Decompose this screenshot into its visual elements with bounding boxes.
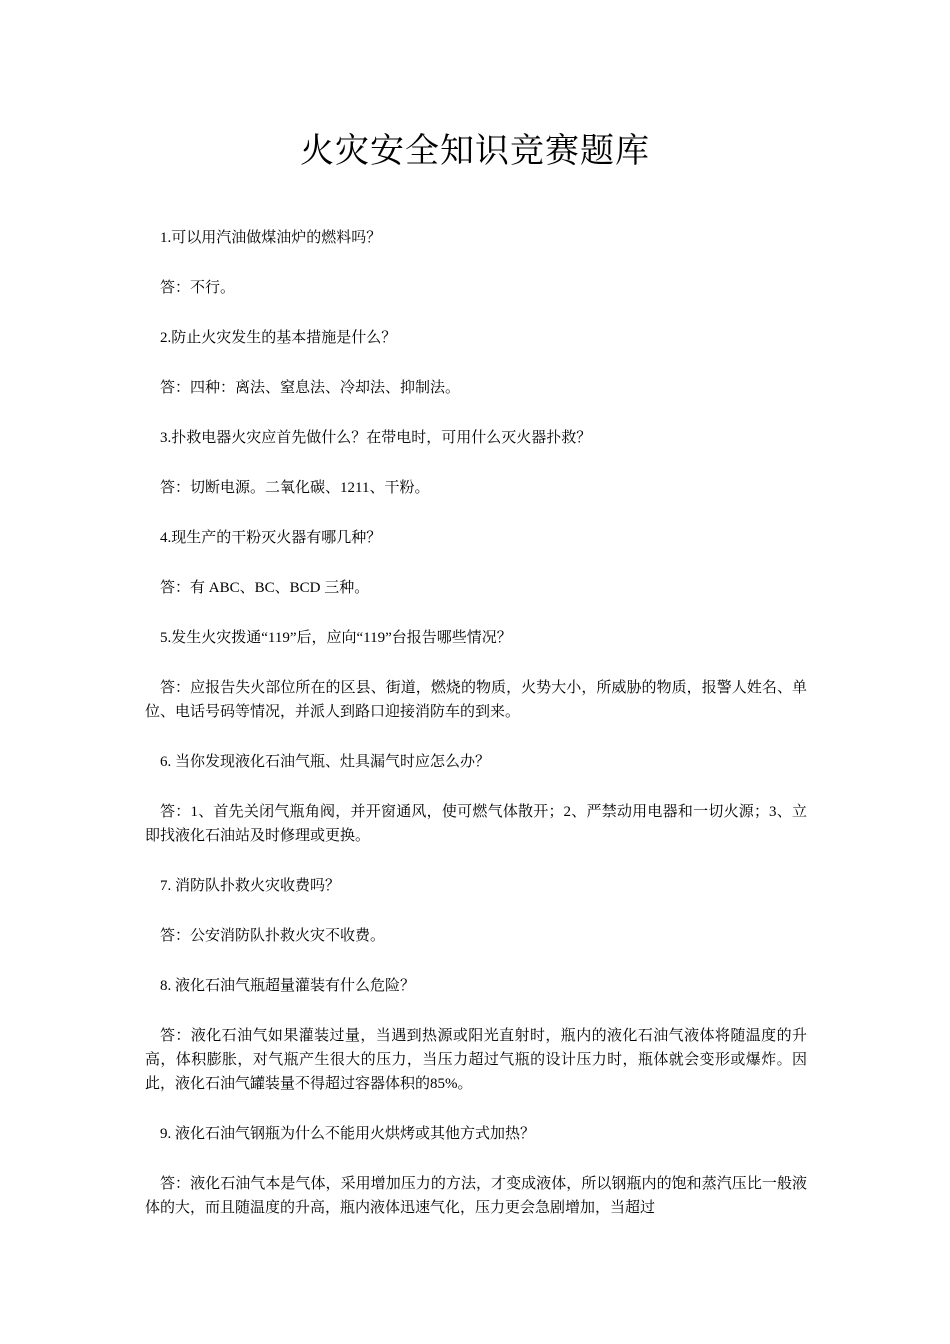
- question-3: 3.扑救电器火灾应首先做什么？在带电时，可用什么灭火器扑救？: [160, 430, 592, 446]
- question-7: 7. 消防队扑救火灾收费吗？: [160, 878, 341, 894]
- answer-1: 答：不行。: [160, 280, 236, 296]
- answer-8: 答：液化石油气如果灌装过量，当遇到热源或阳光直射时，瓶内的液化石油气液体将随温度的升高，体积膨胀，对气瓶产生很大的压力，当压力超过气瓶的设计压力时，瓶体就会变形或爆炸。因此，液化石油气罐装量不得超过容器体积的85%。: [145, 1028, 807, 1092]
- question-5: 5.发生火灾拨通“119”后，应向“119”台报告哪些情况？: [160, 630, 512, 646]
- answer-3: 答：切断电源。二氧化碳、1211、干粉。: [160, 480, 430, 496]
- document-title: 火灾安全知识竞赛题库: [300, 133, 650, 170]
- answer-2: 答：四种：离法、窒息法、冷却法、抑制法。: [160, 380, 461, 396]
- answer-6: 答：1、首先关闭气瓶角阀，并开窗通风，使可燃气体散开；2、严禁动用电器和一切火源；3、立即找液化石油站及时修理或更换。: [145, 804, 807, 844]
- question-2: 2.防止火灾发生的基本措施是什么？: [160, 330, 397, 346]
- question-6: 6. 当你发现液化石油气瓶、灶具漏气时应怎么办？: [160, 754, 491, 770]
- answer-7: 答：公安消防队扑救火灾不收费。: [160, 928, 386, 944]
- question-1: 1.可以用汽油做煤油炉的燃料吗？: [160, 230, 382, 246]
- question-8: 8. 液化石油气瓶超量灌装有什么危险？: [160, 978, 416, 994]
- answer-5: 答：应报告失火部位所在的区县、街道，燃烧的物质，火势大小，所威胁的物质，报警人姓名、单位、电话号码等情况，并派人到路口迎接消防车的到来。: [145, 680, 807, 720]
- answer-9: 答：液化石油气本是气体，采用增加压力的方法，才变成液体，所以钢瓶内的饱和蒸汽压比一般液体的大，而且随温度的升高，瓶内液体迅速气化，压力更会急剧增加，当超过: [145, 1176, 807, 1216]
- question-4: 4.现生产的干粉灭火器有哪几种？: [160, 530, 382, 546]
- question-9: 9. 液化石油气钢瓶为什么不能用火烘烤或其他方式加热？: [160, 1126, 536, 1142]
- answer-4: 答：有 ABC、BC、BCD 三种。: [160, 580, 370, 596]
